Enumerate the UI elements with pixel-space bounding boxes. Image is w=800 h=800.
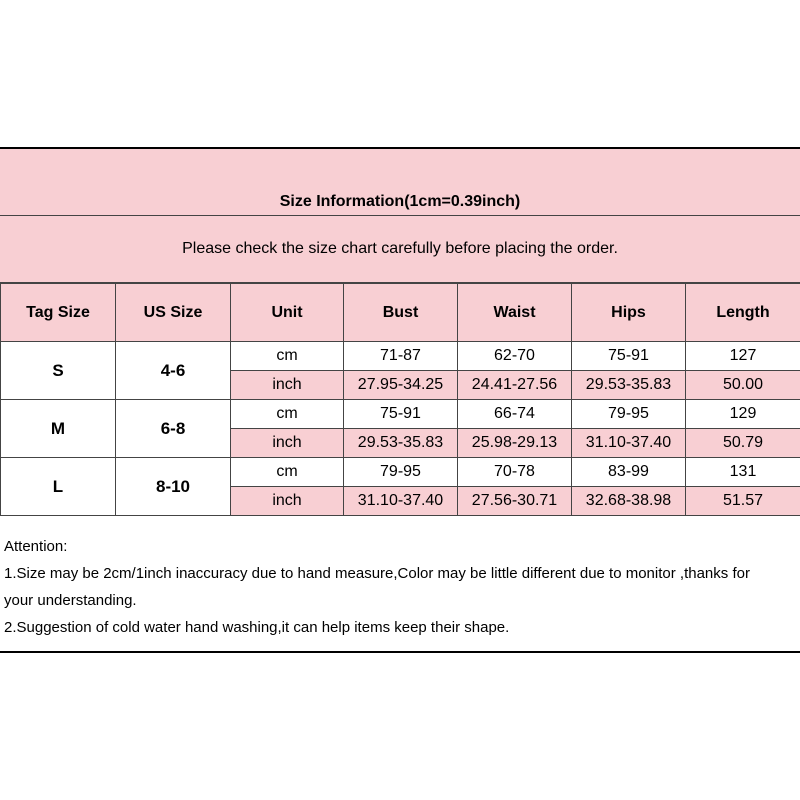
unit-cell: inch: [231, 371, 344, 400]
waist-cell: 70-78: [458, 458, 572, 487]
hips-cell: 79-95: [572, 400, 686, 429]
header-tag-size: Tag Size: [1, 284, 116, 342]
unit-cell: inch: [231, 429, 344, 458]
length-cell: 50.79: [686, 429, 800, 458]
us-size-cell: 6-8: [116, 400, 231, 458]
waist-cell: 62-70: [458, 342, 572, 371]
length-cell: 50.00: [686, 371, 800, 400]
size-table: [0, 283, 800, 516]
tag-size-cell: S: [1, 342, 116, 400]
bust-cell: 75-91: [344, 400, 458, 429]
tag-size-cell: L: [1, 458, 116, 516]
header-bust: Bust: [344, 284, 458, 342]
attention-notes: [0, 521, 800, 641]
chart-subtitle: Please check the size chart carefully before placing the order.: [182, 240, 618, 257]
header-length: Length: [686, 284, 800, 342]
unit-cell: inch: [231, 487, 344, 516]
chart-title: Size Information(1cm=0.39inch): [279, 193, 521, 210]
bust-cell: 71-87: [344, 342, 458, 371]
unit-cell: cm: [231, 458, 344, 487]
length-cell: 127: [686, 342, 800, 371]
unit-cell: cm: [231, 400, 344, 429]
table-row: [1, 458, 800, 487]
header-us-size: US Size: [116, 284, 231, 342]
note-line-1-continued: your understanding.: [4, 592, 137, 609]
bust-cell: 27.95-34.25: [344, 371, 458, 400]
waist-cell: 24.41-27.56: [458, 371, 572, 400]
hips-cell: 32.68-38.98: [572, 487, 686, 516]
bust-cell: 29.53-35.83: [344, 429, 458, 458]
us-size-cell: 8-10: [116, 458, 231, 516]
hips-cell: 29.53-35.83: [572, 371, 686, 400]
unit-cell: cm: [231, 342, 344, 371]
note-line-2: 2.Suggestion of cold water hand washing,it can help items keep their shape.: [4, 619, 510, 636]
length-cell: 129: [686, 400, 800, 429]
size-chart: [0, 147, 800, 653]
length-cell: 51.57: [686, 487, 800, 516]
table-row: [1, 400, 800, 429]
waist-cell: 27.56-30.71: [458, 487, 572, 516]
us-size-cell: 4-6: [116, 342, 231, 400]
header-hips: Hips: [572, 284, 686, 342]
waist-cell: 25.98-29.13: [458, 429, 572, 458]
table-row: [1, 342, 800, 371]
header-waist: Waist: [458, 284, 572, 342]
length-cell: 131: [686, 458, 800, 487]
header-row: [1, 284, 800, 342]
note-line-1: 1.Size may be 2cm/1inch inaccuracy due to hand measure,Color may be little different due to monitor ,thanks for: [4, 565, 750, 582]
tag-size-cell: M: [1, 400, 116, 458]
waist-cell: 66-74: [458, 400, 572, 429]
hips-cell: 31.10-37.40: [572, 429, 686, 458]
bust-cell: 31.10-37.40: [344, 487, 458, 516]
header-unit: Unit: [231, 284, 344, 342]
attention-heading: Attention:: [4, 538, 68, 555]
hips-cell: 83-99: [572, 458, 686, 487]
subtitle-band: [0, 216, 800, 283]
hips-cell: 75-91: [572, 342, 686, 371]
title-band: [0, 149, 800, 216]
bust-cell: 79-95: [344, 458, 458, 487]
